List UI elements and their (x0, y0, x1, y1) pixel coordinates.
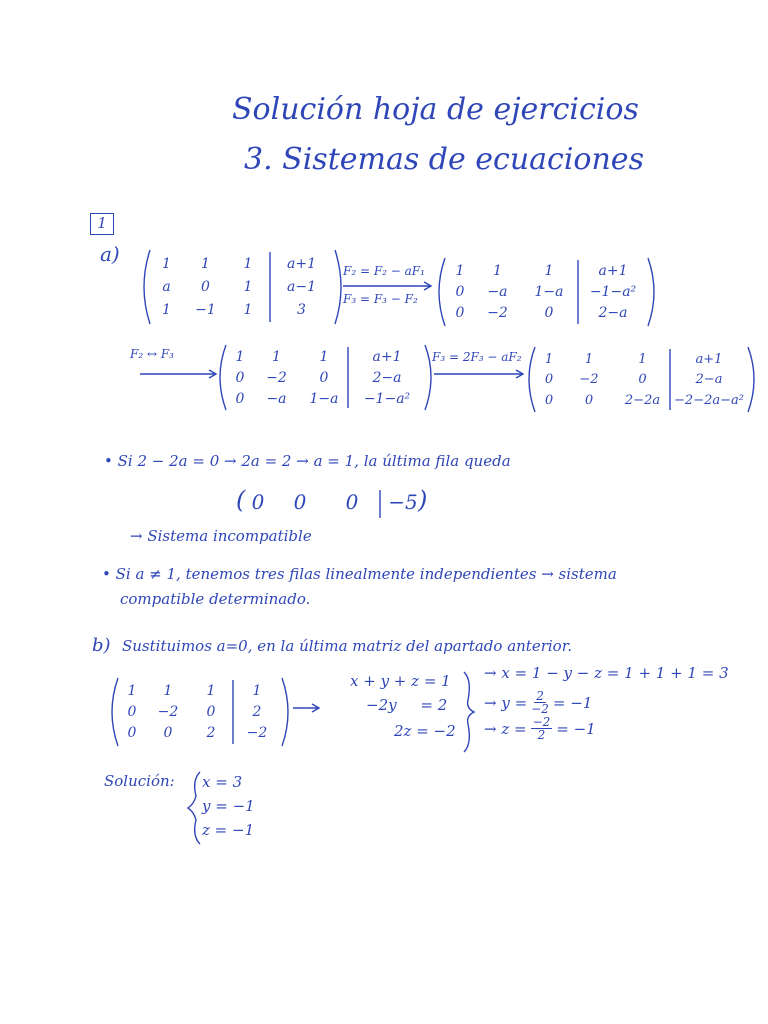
matrix-cell: 2−a (695, 372, 723, 388)
matrix-cell: a−1 (287, 278, 316, 295)
equation-1: x + y + z = 1 (350, 672, 451, 690)
matrix-cell: 3 (297, 302, 306, 319)
fraction-numerator: 2 (536, 689, 544, 703)
case-1-row (240, 490, 426, 514)
row-value: 0 (345, 490, 359, 514)
matrix-cell: 0 (319, 369, 329, 386)
matrix-cell: −2−2a−a² (674, 393, 744, 409)
matrix-cell: 1 (544, 351, 554, 367)
fraction-numerator: −2 (532, 715, 551, 729)
equation-2: −2y = 2 (366, 696, 448, 714)
fraction-z (531, 716, 553, 741)
matrix-4 (535, 349, 748, 411)
matrix-cell: 0 (235, 369, 245, 386)
matrix-cell: 0 (201, 278, 210, 295)
matrix-cell: 2−2a (624, 393, 661, 409)
result-y-suffix: = −1 (552, 693, 593, 712)
result-x: → x = 1 − y − z = 1 + 1 + 1 = 3 (484, 664, 729, 682)
matrix-cell: 0 (455, 305, 465, 322)
matrix-cell: −a (266, 390, 287, 407)
row-op-4: F₃ = 2F₃ − aF₂ (432, 350, 522, 364)
matrix-cell: 1 (243, 302, 253, 319)
matrix-cell: 0 (584, 393, 594, 409)
solution-y: y = −1 (202, 797, 255, 815)
matrix-cell: 1 (162, 255, 171, 272)
matrix-cell: −1−a² (363, 390, 411, 407)
result-y-prefix: → y = (484, 693, 528, 712)
case-2-line-2: compatible determinado. (120, 590, 311, 608)
matrix-cell: 2 (206, 725, 216, 742)
matrix-1 (150, 252, 335, 322)
solution-list (202, 770, 255, 842)
row-op-2: F₃ = F₃ − F₂ (343, 292, 418, 306)
matrix-cell: 0 (455, 283, 465, 300)
matrix-cell: −a (487, 283, 508, 300)
matrix-cell: 1 (243, 278, 253, 295)
matrix-cell: 1 (206, 682, 216, 699)
matrix-cell: −1−a² (589, 283, 637, 300)
result-z (484, 716, 596, 741)
matrix-cell: 1−a (534, 283, 564, 300)
open-paren: ( (236, 486, 246, 514)
matrix-cell: −1 (195, 302, 216, 319)
matrix-cell: 1 (544, 262, 554, 279)
matrix-cell: a+1 (372, 349, 402, 366)
case-1-text: • Si 2 − 2a = 0 → 2a = 2 → a = 1, la última fila queda (104, 452, 511, 470)
matrix-cell: −2 (157, 703, 179, 720)
row-value: 0 (251, 490, 265, 514)
matrix-cell: 2−a (598, 305, 628, 322)
fraction-y (531, 690, 549, 715)
matrix-cell: 1 (163, 682, 173, 699)
case-2-line-1: • Si a ≠ 1, tenemos tres filas linealmente independientes → sistema (102, 565, 617, 583)
part-b-label: b) (92, 635, 111, 656)
matrix-cell: −2 (266, 369, 287, 386)
matrix-cell: 0 (544, 393, 554, 409)
matrix-cell: −2 (246, 725, 268, 742)
matrix-cell: 1 (455, 262, 465, 279)
solution-x: x = 3 (202, 773, 243, 791)
matrix-cell: 0 (127, 725, 137, 742)
part-a-label: a) (100, 242, 120, 266)
matrix-cell: 1 (235, 349, 245, 366)
case-1-result: → Sistema incompatible (130, 527, 312, 545)
close-paren: ) (418, 486, 428, 514)
matrix-cell: 1 (252, 682, 262, 699)
matrix-cell: −2 (487, 305, 508, 322)
matrix-cell: 0 (638, 372, 647, 388)
title-line-2: 3. Sistemas de ecuaciones (244, 142, 644, 177)
equation-3: 2z = −2 (394, 722, 456, 740)
matrix-cell: a+1 (287, 255, 316, 272)
matrix-cell: 0 (235, 390, 245, 407)
matrix-cell: a+1 (598, 262, 628, 279)
exercise-number: 1 (90, 213, 114, 235)
matrix-cell: a (162, 278, 171, 295)
result-y (484, 690, 592, 715)
part-b-intro: Sustituimos a=0, en la última matriz del apartado anterior. (122, 637, 572, 655)
matrix-cell: 1 (272, 349, 281, 366)
matrix-cell: 0 (544, 372, 554, 388)
row-op-1: F₂ = F₂ − aF₁ (343, 264, 425, 278)
matrix-cell: 1 (584, 351, 594, 367)
matrix-2 (445, 260, 648, 324)
matrix-cell: 0 (127, 703, 137, 720)
matrix-cell: 1 (162, 302, 171, 319)
fraction-denominator: −2 (531, 702, 549, 716)
result-z-suffix: = −1 (556, 719, 596, 738)
matrix-cell: 1 (638, 351, 647, 367)
matrix-cell: 1 (127, 682, 137, 699)
row-value: 0 (293, 490, 307, 514)
matrix-cell: 0 (544, 305, 554, 322)
matrix-cell: 0 (163, 725, 173, 742)
result-z-prefix: → z = (484, 719, 527, 738)
matrix-cell: 1 (243, 255, 253, 272)
row-op-3: F₂ ↔ F₃ (130, 347, 174, 361)
matrix-cell: 1 (493, 262, 502, 279)
matrix-cell: 2 (252, 703, 262, 720)
matrix-b (118, 680, 282, 744)
row-value: −5 (388, 490, 418, 514)
solution-label: Solución: (104, 772, 175, 790)
matrix-cell: −2 (579, 372, 599, 388)
matrix-cell: 1 (319, 349, 329, 366)
title-line-1: Solución hoja de ejercicios (232, 92, 639, 127)
matrix-cell: 1−a (309, 390, 339, 407)
matrix-cell: 2−a (372, 369, 402, 386)
fraction-denominator: 2 (537, 728, 546, 742)
matrix-cell: 0 (206, 703, 216, 720)
matrix-3 (226, 347, 425, 409)
matrix-cell: 1 (201, 255, 210, 272)
matrix-cell: a+1 (695, 351, 723, 367)
solution-z: z = −1 (202, 821, 255, 839)
